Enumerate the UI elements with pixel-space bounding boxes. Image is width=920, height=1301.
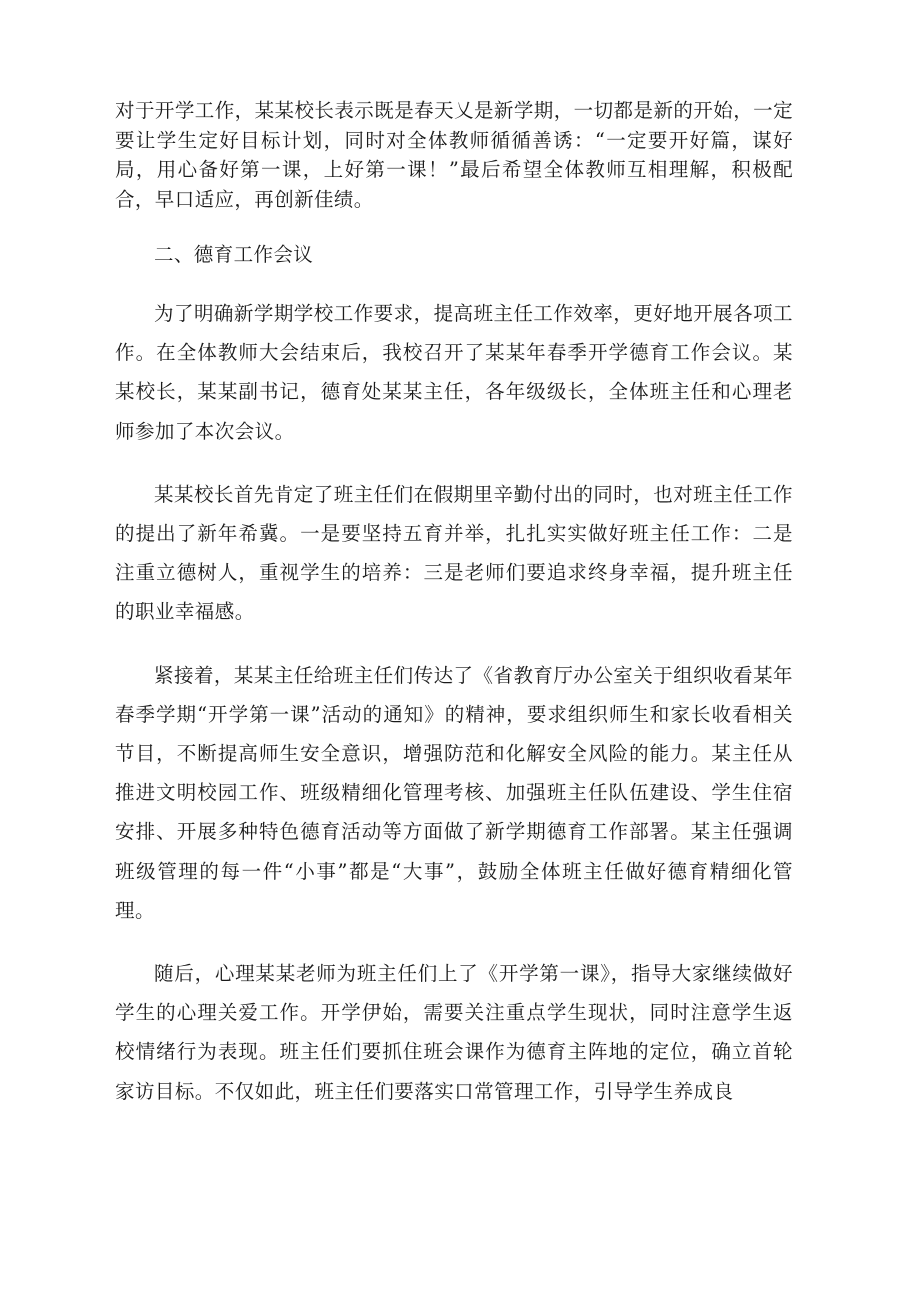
section-heading: 二、德育工作会议 <box>154 243 314 266</box>
body-paragraph-2: 某某校长首先肯定了班主任们在假期里辛勤付出的同时，也对班主任工作的提出了新年希冀。一是要坚持五育并举，扎扎实实做好班主任工作：二是注重立德树人，重视学生的培养：三是老师们要追求终身幸福，提升班主任的职业幸福感。 <box>115 482 793 624</box>
body-paragraph-4: 随后，心理某某老师为班主任们上了《开学第一课》，指导大家继续做好学生的心理关爱工作。开学伊始，需要关注重点学生现状，同时注意学生返校情绪行为表现。班主任们要抓住班会课作为德育主阵地的定位，确立首轮家访目标。不仅如此，班主任们要落实口常管理工作，引导学生养成良 <box>115 962 793 1103</box>
document-body <box>115 96 793 1111</box>
body-paragraph-1: 为了明确新学期学校工作要求，提高班主任工作效率，更好地开展各项工作。在全体教师大会结束后，我校召开了某某年春季开学德育工作会议。某某校长，某某副书记，德育处某某主任，各年级级长，全体班主任和心理老师参加了本次会议。 <box>115 302 793 443</box>
body-paragraph-3: 紧接着，某某主任给班主任们传达了《省教育厅办公室关于组织收看某年春季学期“开学第一课”活动的通知》的精神，要求组织师生和家长收看相关节目，不断提高师生安全意识，增强防范和化解安全风险的能力。某主任从推进文明校园工作、班级精细化管理考核、加强班主任队伍建设、学生住宿安排、开展多种特色德育活动等方面做了新学期德育工作部署。某主任强调班级管理的每一件“小事”都是“大事”，鼓励全体班主任做好德育精细化管理。 <box>115 663 793 922</box>
opening-paragraph: 对于开学工作，某某校长表示既是春天乂是新学期，一切都是新的开始，一定要让学生定好目标计划，同时对全体教师循循善诱：“一定要开好篇，谋好局，用心备好第一课，上好第一课！”最后希望全体教师互相理解，积极配合，早口适应，再创新佳绩。 <box>115 99 793 211</box>
